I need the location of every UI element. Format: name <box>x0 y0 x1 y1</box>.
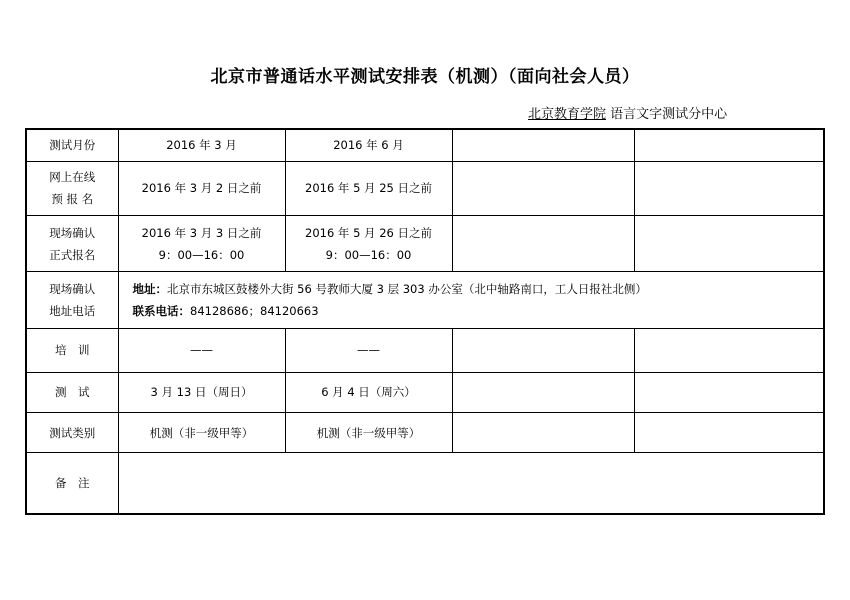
cell-test-1: 3 月 13 日（周日） <box>118 372 285 412</box>
schedule-table <box>25 128 825 515</box>
cell-empty <box>634 412 824 452</box>
table-row <box>26 161 824 215</box>
address-value: 北京市东城区鼓楼外大街 56 号教师大厦 3 层 303 办公室（北中轴路南口，工人日报社北侧） <box>167 281 647 296</box>
cell-empty <box>634 129 824 161</box>
phone-line <box>133 300 824 322</box>
onsite-hours: 9：00—16：00 <box>325 247 412 262</box>
table-row <box>26 129 824 161</box>
label-line: 网上在线 <box>49 170 96 185</box>
cell-empty <box>634 372 824 412</box>
cell-training-1: —— <box>118 328 285 372</box>
cell-empty <box>634 328 824 372</box>
cell-empty <box>452 161 634 215</box>
row-label-month: 测试月份 <box>26 129 118 161</box>
label-line: 正式报名 <box>49 247 96 262</box>
cell-empty <box>634 161 824 215</box>
table-row <box>26 372 824 412</box>
cell-empty <box>452 372 634 412</box>
row-label-training: 培 训 <box>26 328 118 372</box>
cell-empty <box>452 215 634 271</box>
label-line: 地址电话 <box>49 303 96 318</box>
cell-empty <box>634 215 824 271</box>
label-line: 预 报 名 <box>51 192 94 207</box>
cell-month-2: 2016 年 6 月 <box>285 129 452 161</box>
onsite-date: 2016 年 5 月 26 日之前 <box>305 225 432 240</box>
issuer-line <box>528 103 727 122</box>
phone-key: 联系电话： <box>132 303 190 318</box>
cell-training-2: —— <box>285 328 452 372</box>
row-label-online-prereg <box>26 161 118 215</box>
table-row <box>26 328 824 372</box>
cell-onsite-2 <box>285 215 452 271</box>
page-title: 北京市普通话水平测试安排表（机测）（面向社会人员） <box>210 67 640 87</box>
cell-empty <box>452 129 634 161</box>
cell-empty <box>452 412 634 452</box>
address-line <box>133 278 824 300</box>
cell-type-2: 机测（非一级甲等） <box>285 412 452 452</box>
onsite-date: 2016 年 3 月 3 日之前 <box>141 225 262 240</box>
cell-online-2: 2016 年 5 月 25 日之前 <box>285 161 452 215</box>
label-line: 现场确认 <box>49 225 96 240</box>
row-label-test: 测 试 <box>26 372 118 412</box>
address-cell <box>118 272 824 328</box>
cell-onsite-1 <box>118 215 285 271</box>
cell-empty <box>452 328 634 372</box>
onsite-hours: 9：00—16：00 <box>158 247 245 262</box>
remarks-cell <box>118 453 824 514</box>
table-row <box>26 272 824 328</box>
row-label-onsite-reg <box>26 215 118 271</box>
issuer-dept: 语言文字测试分中心 <box>610 107 728 122</box>
label-line: 现场确认 <box>49 281 96 296</box>
row-label-remarks: 备 注 <box>26 453 118 514</box>
cell-online-1: 2016 年 3 月 2 日之前 <box>118 161 285 215</box>
cell-test-2: 6 月 4 日（周六） <box>285 372 452 412</box>
phone-value: 84128686；84120663 <box>190 303 319 318</box>
row-label-address <box>26 272 118 328</box>
table-row <box>26 412 824 452</box>
issuer-name: 北京教育学院 <box>528 107 607 122</box>
table-row <box>26 453 824 514</box>
cell-type-1: 机测（非一级甲等） <box>118 412 285 452</box>
cell-month-1: 2016 年 3 月 <box>118 129 285 161</box>
row-label-test-type: 测试类别 <box>26 412 118 452</box>
table-row <box>26 215 824 271</box>
address-key: 地址： <box>132 281 167 296</box>
